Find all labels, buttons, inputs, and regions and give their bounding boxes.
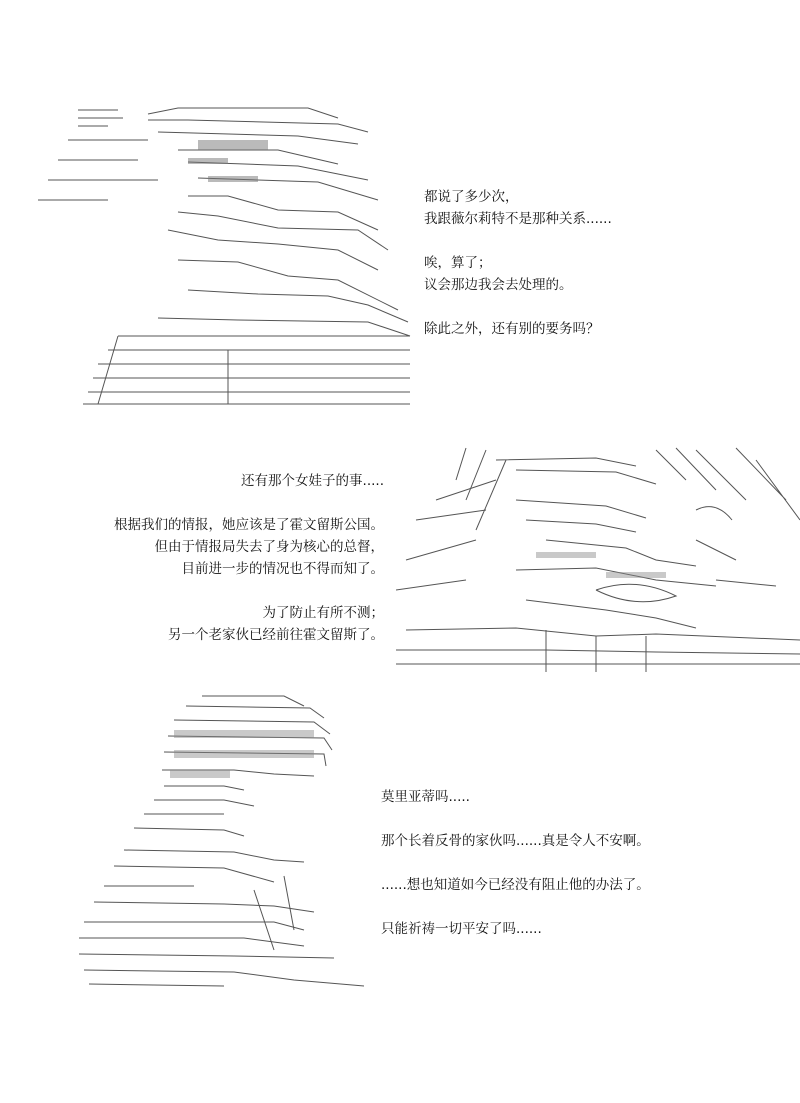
dialog-line: 那个长着反骨的家伙吗......真是令人不安啊。: [381, 833, 650, 849]
dialog-line: 只能祈祷一切平安了吗......: [381, 921, 542, 937]
dialog-line: 还有那个女娃子的事.....: [241, 473, 384, 489]
dialog-line: 目前进一步的情况也不得而知了。: [181, 561, 384, 577]
dialog-line: 议会那边我会去处理的。: [424, 277, 573, 293]
dialog-line: ......想也知道如今已经没有阻止他的办法了。: [381, 877, 650, 893]
dialog-line: 为了防止有所不测；: [262, 605, 384, 621]
ascii-art-figure-1: [38, 100, 418, 412]
ascii-art-figure-2: [396, 440, 800, 672]
ascii-art-figure-3: [74, 690, 374, 990]
dialog-line: 我跟薇尔莉特不是那种关系......: [424, 211, 612, 227]
dialog-line: 但由于情报局失去了身为核心的总督，: [154, 539, 384, 555]
dialog-line: 根据我们的情报，她应该是了霍文留斯公国。: [114, 517, 384, 533]
dialog-panel-2: [90, 470, 384, 646]
dialog-line: 唉，算了；: [424, 255, 492, 271]
dialog-panel-1: [424, 186, 612, 340]
dialog-line: 莫里亚蒂吗.....: [381, 789, 470, 805]
dialog-line: 另一个老家伙已经前往霍文留斯了。: [168, 627, 384, 643]
dialog-line: 都说了多少次，: [424, 189, 519, 205]
dialog-line: 除此之外，还有别的要务吗？: [424, 321, 600, 337]
dialog-panel-3: [381, 786, 650, 940]
